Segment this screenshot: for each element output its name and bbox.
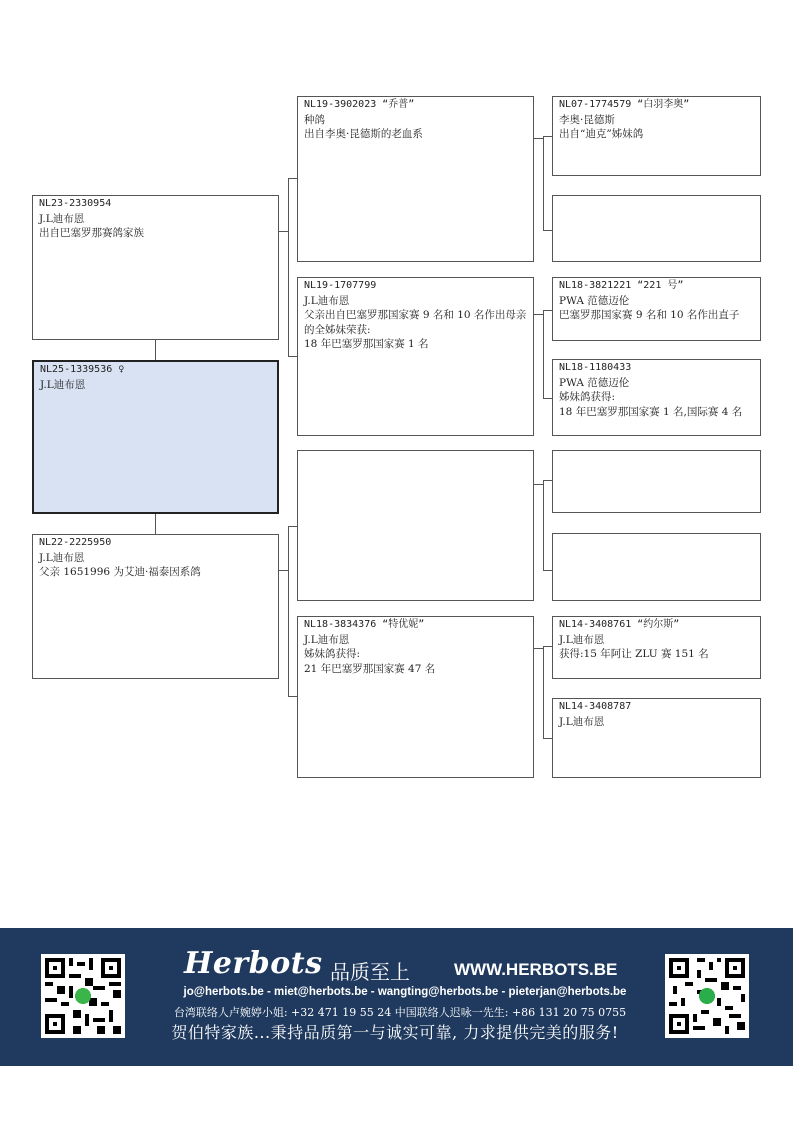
connector-sire-bracket xyxy=(288,178,289,356)
breeder: J.L迪布恩 xyxy=(304,294,350,307)
qr-code-wechat-icon xyxy=(665,954,749,1038)
pedigree-box-ssd-empty xyxy=(552,195,761,262)
ring-number: NL07-1774579 “白羽李奥” xyxy=(559,99,690,110)
note: 18 年巴塞罗那国家赛 1 名,国际赛 4 名 xyxy=(559,405,743,418)
pedigree-box-dsd-empty xyxy=(552,533,761,601)
footer-banner xyxy=(0,928,793,1066)
note: 21 年巴塞罗那国家赛 47 名 xyxy=(304,662,436,675)
ring-number: NL18-3821221 “221 号” xyxy=(559,280,684,291)
connector-sss xyxy=(543,136,552,137)
breeder: 李奥·昆德斯 xyxy=(559,113,615,126)
connector-dd-bracket xyxy=(543,646,544,738)
connector-dd-gp xyxy=(533,648,543,649)
connector-sd-gp xyxy=(533,314,543,315)
pedigree-box-sss xyxy=(552,96,761,176)
note: 姊妹鸽获得: xyxy=(559,391,616,403)
connector-dss xyxy=(543,480,552,481)
website-link[interactable]: WWW.HERBOTS.BE xyxy=(454,960,618,979)
breeder: J.L迪布恩 xyxy=(39,551,85,564)
connector-sire-ss xyxy=(279,231,288,232)
brand-header xyxy=(184,944,624,984)
note: 出自李奥·昆德斯的老血系 xyxy=(304,128,423,140)
connector-dsd xyxy=(543,570,552,571)
contact-phones: 台湾联络人卢婉婷小姐: +32 471 19 55 24 中国联络人迟咏一先生: +86 131 20 75 0755 xyxy=(173,1006,627,1019)
breeder: 种鸽 xyxy=(304,113,325,126)
qr-code-line-icon xyxy=(41,954,125,1038)
connector-ss-bracket xyxy=(543,136,544,230)
pedigree-box-dam xyxy=(32,534,279,679)
brand-slogan: 品质至上 xyxy=(330,960,410,984)
ring-number: NL23-2330954 xyxy=(39,198,112,209)
connector-subject-dam xyxy=(155,514,156,534)
note: 巴塞罗那国家赛 9 名和 10 名作出直子 xyxy=(559,309,740,321)
connector-ss xyxy=(288,178,297,179)
pedigree-box-sd xyxy=(297,277,534,436)
note: 出自巴塞罗那赛鸽家族 xyxy=(39,227,144,239)
connector-ds-gp xyxy=(533,484,543,485)
connector-ssd xyxy=(543,230,552,231)
breeder: J.L迪布恩 xyxy=(40,378,86,391)
connector-dam-bracket xyxy=(288,526,289,696)
herbots-logo: Herbots xyxy=(184,946,323,981)
breeder: PWA 范德迈伦 xyxy=(559,294,630,307)
breeder: J.L迪布恩 xyxy=(559,715,605,728)
ring-number: NL22-2225950 xyxy=(39,537,112,548)
pedigree-box-ss xyxy=(297,96,534,262)
pedigree-box-sire xyxy=(32,195,279,340)
pedigree-box-dds xyxy=(552,616,761,679)
connector-sdd xyxy=(543,398,552,399)
pedigree-box-sdd xyxy=(552,359,761,436)
ring-number: NL14-3408787 xyxy=(559,701,632,712)
connector-sds xyxy=(543,310,552,311)
connector-ds xyxy=(288,526,297,527)
note: 父亲出自巴塞罗那国家赛 9 名和 10 名作出母亲的全姊妹荣获: xyxy=(304,309,527,336)
connector-ds-bracket xyxy=(543,480,544,570)
pedigree-box-ddd xyxy=(552,698,761,778)
pedigree-box-dss-empty xyxy=(552,450,761,513)
breeder: J.L迪布恩 xyxy=(304,633,350,646)
connector-ddd xyxy=(543,738,552,739)
ring-number: NL25-1339536 ♀ xyxy=(40,364,125,375)
ring-number: NL19-1707799 xyxy=(304,280,377,291)
connector-sire-subject xyxy=(155,340,156,360)
note: 父亲 1651996 为艾迪·福泰因系鸽 xyxy=(39,566,201,578)
ring-number: NL18-1180433 xyxy=(559,362,632,373)
brand-motto: 贺伯特家族...秉持品质第一与诚实可靠, 力求提供完美的服务! xyxy=(171,1023,619,1042)
note: 姊妹鸽获得: xyxy=(304,648,361,660)
note: 获得:15 年阿让 ZLU 赛 151 名 xyxy=(559,648,709,660)
connector-dds xyxy=(543,646,552,647)
connector-dam-ds xyxy=(279,570,288,571)
ring-number: NL19-3902023 “乔普” xyxy=(304,99,415,110)
connector-sd-bracket xyxy=(543,310,544,398)
connector-ss-gp xyxy=(533,138,543,139)
contact-emails[interactable]: jo@herbots.be - miet@herbots.be - wangting@herbots.be - pieterjan@herbots.be xyxy=(183,986,627,998)
connector-sd xyxy=(288,356,297,357)
note: 18 年巴塞罗那国家赛 1 名 xyxy=(304,338,429,350)
pedigree-box-sds xyxy=(552,277,761,341)
ring-number: NL18-3834376 “特优妮” xyxy=(304,619,425,630)
breeder: J.L迪布恩 xyxy=(39,212,85,225)
breeder: J.L迪布恩 xyxy=(559,633,605,646)
pedigree-box-subject xyxy=(32,360,279,514)
note: 出自“迪克”姊妹鸽 xyxy=(559,128,644,140)
pedigree-box-dd xyxy=(297,616,534,778)
pedigree-box-ds-empty xyxy=(297,450,534,601)
ring-number: NL14-3408761 “约尔斯” xyxy=(559,619,680,630)
connector-dd xyxy=(288,696,297,697)
breeder: PWA 范德迈伦 xyxy=(559,376,630,389)
